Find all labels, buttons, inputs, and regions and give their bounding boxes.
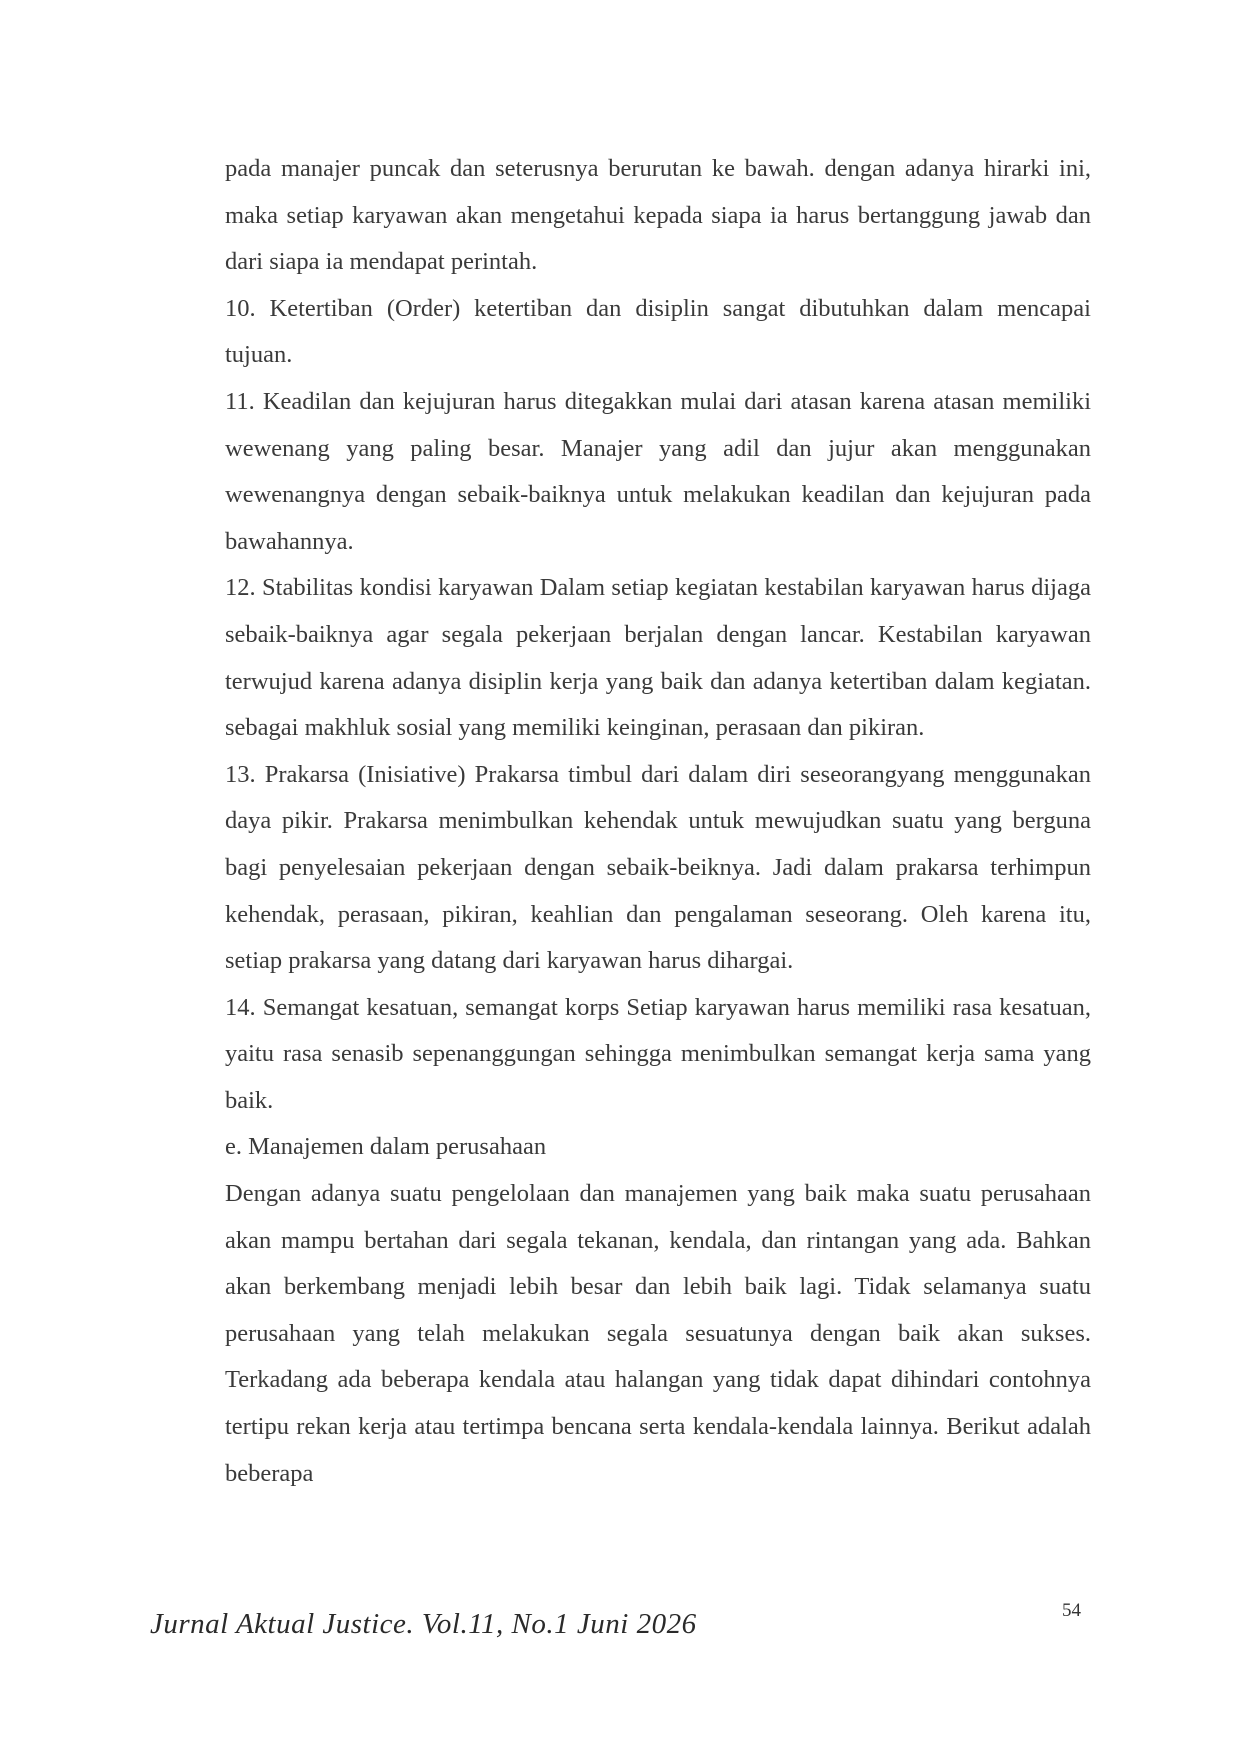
journal-footer: Jurnal Aktual Justice. Vol.11, No.1 Juni 2026	[150, 1608, 697, 1640]
paragraph-management-in-company: Dengan adanya suatu pengelolaan dan manajemen yang baik maka suatu perusahaan akan mampu bertahan dari segala tekanan, kendala, dan rintangan yang ada. Bahkan akan berkembang menjadi lebih besar dan lebih baik lagi. Tidak selamanya suatu perusahaan yang telah melakukan segala sesuatunya dengan baik akan sukses. Terkadang ada beberapa kendala atau halangan yang tidak dapat dihindari contohnya tertipu rekan kerja atau tertimpa bencana serta kendala-kendala lainnya. Berikut adalah beberapa	[225, 1180, 1091, 1487]
body-text	[225, 146, 1091, 1497]
page-number: 54	[1062, 1600, 1081, 1621]
paragraph-item-14-esprit-de-corps: 14. Semangat kesatuan, semangat korps Setiap karyawan harus memiliki rasa kesatuan, yaitu rasa senasib sepenanggungan sehingga menimbulkan semangat kerja sama yang baik.	[225, 993, 1091, 1114]
paragraph-hierarchy-continuation: pada manajer puncak dan seterusnya berurutan ke bawah. dengan adanya hirarki ini, maka setiap karyawan akan mengetahui kepada siapa ia harus bertanggung jawab dan dari siapa ia mendapat perintah.	[225, 155, 1091, 276]
section-heading-e: e. Manajemen dalam perusahaan	[225, 1133, 547, 1161]
paragraph-item-11-justice: 11. Keadilan dan kejujuran harus ditegakkan mulai dari atasan karena atasan memiliki wewenang yang paling besar. Manajer yang adil dan jujur akan menggunakan wewenangnya dengan sebaik-baiknya untuk melakukan keadilan dan kejujuran pada bawahannya.	[225, 387, 1091, 555]
paragraph-item-10-order: 10. Ketertiban (Order) ketertiban dan disiplin sangat dibutuhkan dalam mencapai tujuan.	[225, 294, 1091, 369]
paragraph-item-12-stability: 12. Stabilitas kondisi karyawan Dalam setiap kegiatan kestabilan karyawan harus dijaga sebaik-baiknya agar segala pekerjaan berjalan dengan lancar. Kestabilan karyawan terwujud karena adanya disiplin kerja yang baik dan adanya ketertiban dalam kegiatan. sebagai makhluk sosial yang memiliki keinginan, perasaan dan pikiran.	[225, 574, 1091, 742]
paragraph-item-13-initiative: 13. Prakarsa (Inisiative) Prakarsa timbul dari dalam diri seseorangyang menggunakan daya pikir. Prakarsa menimbulkan kehendak untuk mewujudkan suatu yang berguna bagi penyelesaian pekerjaan dengan sebaik-beiknya. Jadi dalam prakarsa terhimpun kehendak, perasaan, pikiran, keahlian dan pengalaman seseorang. Oleh karena itu, setiap prakarsa yang datang dari karyawan harus dihargai.	[225, 760, 1091, 975]
